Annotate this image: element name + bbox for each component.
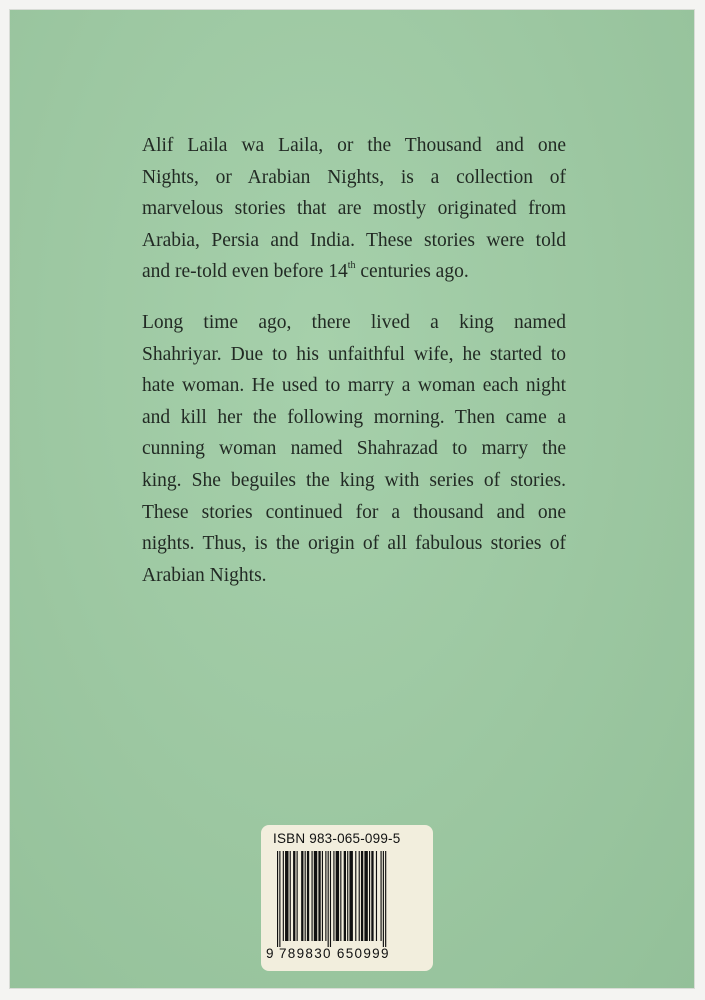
barcode-bar [283,851,284,941]
paragraph-line: nights. Thus, is the origin of all fabulous stories of [142,533,566,555]
paragraph-line: Nights, or Arabian Nights, is a collection of [142,166,566,188]
barcode-bar [293,851,295,941]
barcode-bar [355,851,356,941]
ordinal-suffix: th [347,259,356,271]
paragraph-line: Alif Laila wa Laila, or the Thousand and one [142,135,566,156]
line-text: centuries ago. [355,261,469,283]
barcode-bar [297,851,298,941]
barcode-bar [336,851,339,941]
barcode-bar [277,851,278,947]
paragraph-line: king. She beguiles the king with series of stories. [142,469,566,491]
paragraph-line: Long time ago, there lived a king named [142,311,566,333]
barcode-bar [328,851,329,947]
paragraph-line: and kill her the following morning. Then came a [142,406,566,428]
blurb-text [142,130,566,610]
barcode-bar [305,851,306,941]
barcode-bar [385,851,386,947]
paragraph-line: marvelous stories that are mostly originated from [142,198,566,220]
paragraph-line: These stories continued for a thousand and one [142,501,566,523]
barcode-bar [279,851,280,947]
barcode-bar [381,851,382,941]
paragraph-intro [142,130,566,288]
barcode-bar [333,851,334,941]
barcode-bar [312,851,313,941]
back-cover [10,10,694,988]
paragraph-story [142,307,566,591]
line-text: and re-told even before 14 [142,261,348,283]
paragraph-line-last: Arabian Nights. [142,564,267,586]
barcode-bar [290,851,291,941]
barcode-bar [307,851,309,941]
isbn-barcode [261,825,433,971]
barcode-bar [330,851,331,947]
barcode-bar [369,851,370,941]
barcode-number: 789830 650999 [279,946,390,961]
paragraph-line: Arabia, Persia and India. These stories were told [142,229,566,251]
barcode-bar [347,851,348,941]
barcode-bar [340,851,341,941]
barcode-bar [285,851,288,941]
barcode-bar [301,851,303,941]
barcode-bar [314,851,317,941]
barcode-bar [361,851,363,941]
barcode-bar [383,851,384,947]
barcode-bar [371,851,373,941]
barcode-bar [364,851,367,941]
paragraph-line: hate woman. He used to marry a woman each night [142,375,566,397]
barcode-bar [325,851,326,941]
barcode-bar [322,851,323,941]
paragraph-line: Shahriyar. Due to his unfaithful wife, he started to [142,343,566,365]
barcode-lead-digit: 9 [266,946,275,961]
barcode-bar [359,851,360,941]
barcode-bar [344,851,346,941]
barcode-bars [277,851,423,947]
barcode-bar [349,851,352,941]
barcode-bar [318,851,320,941]
barcode-bar [376,851,377,941]
paragraph-line-last [142,256,566,288]
isbn-label: ISBN 983-065-099-5 [273,831,401,846]
paragraph-line: cunning woman named Shahrazad to marry the [142,438,566,460]
